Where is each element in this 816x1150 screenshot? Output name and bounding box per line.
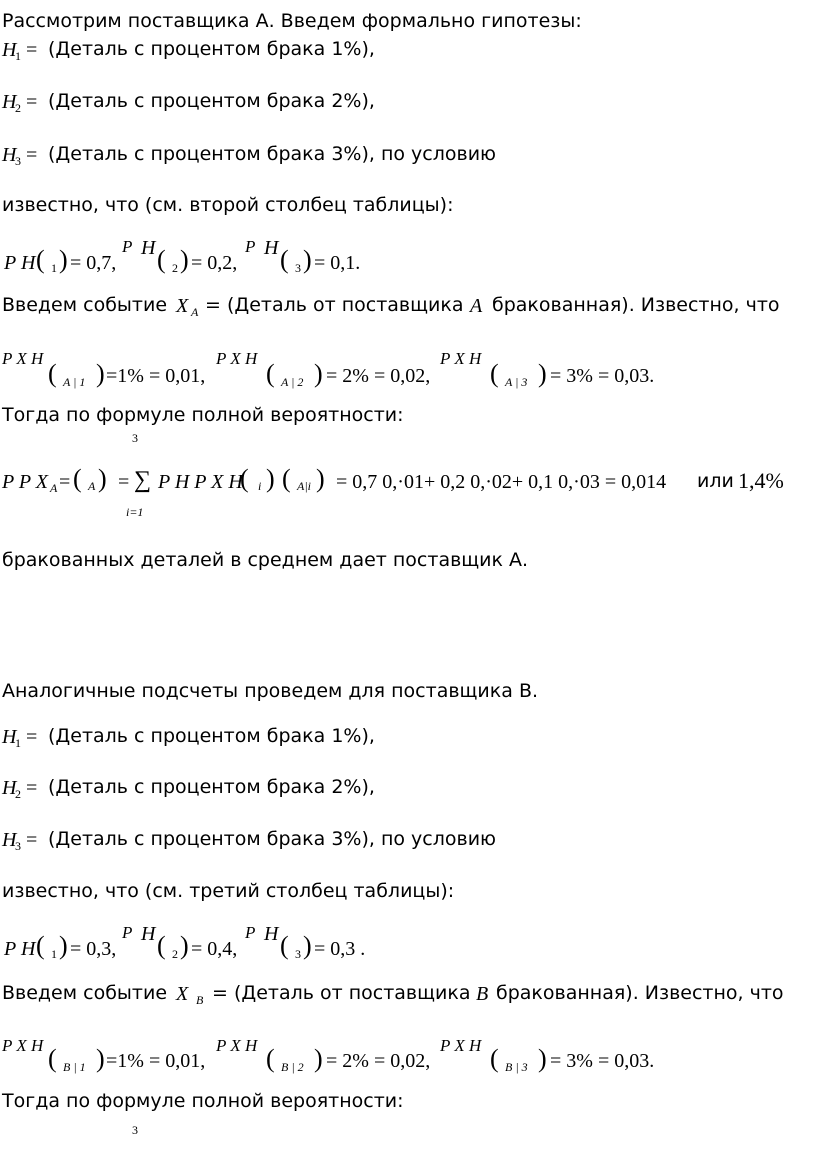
cond-sub: B | 1	[63, 1060, 86, 1074]
prior-value: = 0,3,	[70, 938, 117, 960]
hypothesis-text: (Деталь с процентом брака 2%),	[48, 90, 375, 112]
hypothesis-text: (Деталь с процентом брака 2%),	[48, 776, 375, 798]
hypothesis-eq: =	[26, 144, 38, 166]
event-prefix: Введем событие	[2, 982, 168, 1004]
hypothesis-eq: =	[26, 726, 38, 748]
prior-index: 2	[172, 261, 178, 275]
known-text-a: известно, что (см. второй столбец таблицы):	[2, 194, 454, 216]
sum-top-b: 3	[132, 1123, 138, 1137]
prior-value: = 0,4,	[191, 938, 238, 960]
cond-value: =1% = 0,01,	[106, 1050, 206, 1072]
paren-close: )	[59, 245, 68, 274]
formula-or: или	[697, 470, 734, 492]
prior-p: P	[4, 252, 17, 274]
hypothesis-symbol: H	[2, 39, 17, 61]
formula-i: i	[258, 479, 262, 493]
formula-rhs: = 0,7 0,·01+ 0,2 0,·02+ 0,1 0,·03 = 0,014	[336, 471, 667, 493]
event-supplier: A	[470, 295, 483, 317]
sigma-symbol: ∑	[134, 467, 152, 493]
hypothesis-symbol: H	[2, 829, 17, 851]
prior-h: H	[141, 237, 156, 259]
paren-close: )	[180, 931, 189, 960]
hypothesis-text: (Деталь с процентом брака 1%),	[48, 725, 375, 747]
cond-value: = 2% = 0,02,	[326, 1050, 431, 1072]
hypothesis-index: 1	[15, 49, 21, 63]
event-var: X	[176, 983, 189, 1005]
prior-h: H	[21, 938, 36, 960]
hypothesis-index: 1	[15, 736, 21, 750]
hypothesis-index: 2	[15, 101, 21, 115]
paren-open: (	[280, 245, 289, 274]
event-end: бракованная). Известно, что	[492, 294, 780, 316]
formula-lhs: P P X	[2, 471, 48, 493]
conclusion-a: бракованных деталей в среднем дает поставщик А.	[2, 549, 529, 571]
event-sub: A	[191, 305, 199, 319]
cond-value: = 3% = 0,03.	[550, 365, 655, 387]
hypothesis-eq: =	[26, 91, 38, 113]
paren-open: (	[282, 464, 291, 493]
prior-value: = 0,7,	[70, 252, 117, 274]
cond-sub: B | 2	[281, 1060, 304, 1074]
prior-value: = 0,1.	[314, 252, 361, 274]
cond-value: = 2% = 0,02,	[326, 365, 431, 387]
paren-open: (	[36, 245, 45, 274]
prior-p: P	[245, 923, 256, 942]
paren-close: )	[314, 359, 323, 388]
formula-ai: A|i	[297, 479, 311, 493]
paren-open: (	[48, 1044, 57, 1073]
prior-index: 1	[51, 947, 57, 961]
prior-h: H	[141, 923, 156, 945]
paren-close: )	[303, 245, 312, 274]
cond-lead: P X H	[216, 349, 258, 368]
known-text-b: известно, что (см. третий столбец таблицы):	[2, 880, 455, 902]
cond-lead: P X H	[2, 1036, 44, 1055]
hypothesis-symbol: H	[2, 91, 17, 113]
prior-p: P	[122, 237, 133, 256]
paren-close: )	[538, 359, 547, 388]
hypothesis-text: (Деталь с процентом брака 3%), по условию	[48, 143, 497, 165]
formula-a: A	[88, 479, 96, 493]
paren-open: (	[490, 359, 499, 388]
paren-open: (	[266, 359, 275, 388]
paren-close: )	[96, 359, 105, 388]
prior-value: = 0,3 .	[314, 938, 366, 960]
hypothesis-eq: =	[26, 829, 38, 851]
cond-sub: A | 2	[281, 375, 304, 389]
hypothesis-eq: =	[26, 777, 38, 799]
intro-supplier-b: Аналогичные подсчеты проведем для поставщика В.	[2, 680, 539, 702]
hypothesis-index: 3	[15, 154, 21, 168]
paren-open: (	[240, 464, 249, 493]
paren-open: (	[36, 931, 45, 960]
hypothesis-text: (Деталь с процентом брака 3%), по условию	[48, 828, 497, 850]
cond-value: =1% = 0,01,	[106, 365, 206, 387]
prior-index: 3	[295, 261, 301, 275]
paren-open: (	[490, 1044, 499, 1073]
event-end: бракованная). Известно, что	[496, 982, 784, 1004]
paren-close: )	[538, 1044, 547, 1073]
cond-sub: A | 3	[505, 375, 528, 389]
paren-open: (	[157, 931, 166, 960]
hypothesis-symbol: H	[2, 777, 17, 799]
event-mid: = (Деталь от поставщика	[205, 294, 464, 316]
sum-top: 3	[132, 431, 138, 445]
event-mid: = (Деталь от поставщика	[212, 982, 471, 1004]
total-prob-intro-b: Тогда по формуле полной вероятности:	[2, 1090, 404, 1112]
formula-lhs-sub: A	[50, 481, 58, 495]
event-prefix: Введем событие	[2, 294, 168, 316]
prior-p: P	[122, 923, 133, 942]
prior-index: 1	[51, 261, 57, 275]
paren-close: )	[266, 464, 275, 493]
hypothesis-symbol: H	[2, 144, 17, 166]
cond-sub: B | 3	[505, 1060, 528, 1074]
hypothesis-index: 3	[15, 839, 21, 853]
sum-bottom: i=1	[126, 505, 144, 519]
event-supplier: B	[476, 983, 489, 1005]
prior-value: = 0,2,	[191, 252, 238, 274]
paren-open: (	[48, 359, 57, 388]
paren-close: )	[303, 931, 312, 960]
paren-close: )	[316, 464, 325, 493]
paren-open: (	[73, 464, 82, 493]
paren-close: )	[96, 1044, 105, 1073]
prior-p: P	[245, 237, 256, 256]
event-sub: B	[196, 993, 204, 1007]
paren-close: )	[98, 464, 107, 493]
intro-supplier-a: Рассмотрим поставщика А. Введем формально гипотезы:	[2, 10, 582, 32]
formula-eq2: =	[118, 471, 130, 493]
paren-close: )	[180, 245, 189, 274]
cond-lead: P X H	[2, 349, 44, 368]
prior-index: 3	[295, 947, 301, 961]
prior-h: H	[264, 923, 279, 945]
cond-lead: P X H	[216, 1036, 258, 1055]
event-var: X	[176, 295, 189, 317]
hypothesis-eq: =	[26, 39, 38, 61]
cond-sub: A | 1	[63, 375, 86, 389]
hypothesis-text: (Деталь с процентом брака 1%),	[48, 38, 375, 60]
cond-lead: P X H	[440, 1036, 482, 1055]
prior-h: H	[21, 252, 36, 274]
prior-p: P	[4, 938, 17, 960]
total-prob-intro-a: Тогда по формуле полной вероятности:	[2, 404, 404, 426]
paren-open: (	[157, 245, 166, 274]
hypothesis-index: 2	[15, 787, 21, 801]
paren-open: (	[266, 1044, 275, 1073]
paren-open: (	[280, 931, 289, 960]
hypothesis-symbol: H	[2, 726, 17, 748]
cond-lead: P X H	[440, 349, 482, 368]
prior-h: H	[264, 237, 279, 259]
cond-value: = 3% = 0,03.	[550, 1050, 655, 1072]
formula-body: P H P X H	[158, 471, 243, 493]
paren-close: )	[59, 931, 68, 960]
prior-index: 2	[172, 947, 178, 961]
formula-eq: =	[59, 471, 71, 493]
paren-close: )	[314, 1044, 323, 1073]
formula-percent: 1,4%	[738, 468, 784, 493]
